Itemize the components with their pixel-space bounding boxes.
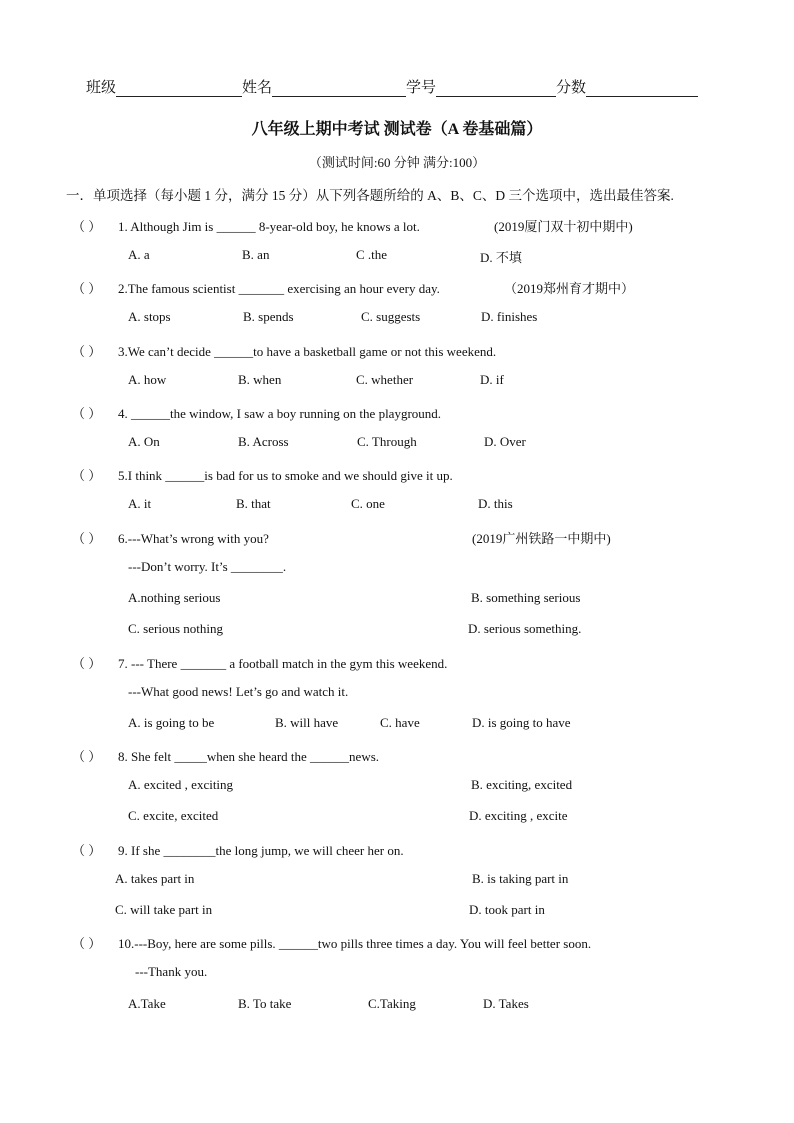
answer-paren[interactable]: （ ） xyxy=(72,749,102,764)
option-a[interactable]: A. stops xyxy=(128,309,171,324)
question-5 xyxy=(72,465,453,484)
option-b[interactable]: B. will have xyxy=(275,715,339,730)
answer-paren[interactable]: （ ） xyxy=(72,406,102,421)
name-blank[interactable] xyxy=(272,78,406,97)
answer-paren[interactable]: （ ） xyxy=(72,531,102,546)
option-a[interactable]: A. excited , exciting xyxy=(128,777,234,792)
question-stem: 3.We can’t decide ______to have a basketball game or not this weekend. xyxy=(118,344,497,359)
question-source: (2019广州铁路一中期中) xyxy=(472,531,611,546)
option-a[interactable]: A. On xyxy=(128,434,160,449)
id-blank[interactable] xyxy=(436,78,556,97)
option-a[interactable]: A. it xyxy=(128,496,152,511)
answer-paren[interactable]: （ ） xyxy=(72,843,102,858)
score-blank[interactable] xyxy=(586,78,698,97)
option-b[interactable]: B. spends xyxy=(243,309,294,324)
option-c[interactable]: C. will take part in xyxy=(115,902,213,917)
question-stem: 2.The famous scientist _______ exercising an hour every day. xyxy=(118,281,440,296)
option-c[interactable]: C.Taking xyxy=(368,996,416,1011)
question-stem: 4. ______the window, I saw a boy running on the playground. xyxy=(118,406,442,421)
option-d[interactable]: D. Takes xyxy=(483,996,529,1011)
section-heading: 一．单项选择（每小题 1 分，满分 15 分）从下列各题所给的 A、B、C、D 三个选项中，选出最佳答案. xyxy=(66,188,674,203)
page-subtitle: （测试时间:60 分钟 满分:100） xyxy=(308,155,486,170)
option-c[interactable]: C .the xyxy=(356,247,388,262)
option-d[interactable]: D. if xyxy=(480,372,504,387)
answer-paren[interactable]: （ ） xyxy=(72,936,102,951)
question-7 xyxy=(72,653,447,672)
question-line-2: ---What good news! Let’s go and watch it. xyxy=(128,684,349,699)
option-b[interactable]: B. is taking part in xyxy=(472,871,569,886)
question-2 xyxy=(72,278,440,297)
option-a[interactable]: A.nothing serious xyxy=(128,590,221,605)
option-d[interactable]: D. 不填 xyxy=(480,250,522,265)
option-b[interactable]: B. an xyxy=(242,247,270,262)
question-line-2: ---Thank you. xyxy=(135,964,208,979)
score-label: 分数 xyxy=(556,80,587,96)
option-b[interactable]: B. when xyxy=(238,372,282,387)
option-d[interactable]: D. Over xyxy=(484,434,526,449)
question-8 xyxy=(72,746,379,765)
option-d[interactable]: D. took part in xyxy=(469,902,545,917)
question-6 xyxy=(72,528,269,547)
option-b[interactable]: B. something serious xyxy=(471,590,581,605)
option-d[interactable]: D. this xyxy=(478,496,513,511)
question-1 xyxy=(72,216,420,235)
option-c[interactable]: C. whether xyxy=(356,372,414,387)
option-a[interactable]: A. takes part in xyxy=(115,871,195,886)
option-c[interactable]: C. serious nothing xyxy=(128,621,223,636)
question-stem: 1. Although Jim is ______ 8-year-old boy, he knows a lot. xyxy=(118,219,420,234)
option-d[interactable]: D. serious something. xyxy=(468,621,582,636)
option-c[interactable]: C. have xyxy=(380,715,420,730)
question-stem: 10.---Boy, here are some pills. ______two pills three times a day. You will feel better soon. xyxy=(118,936,592,951)
question-9 xyxy=(72,840,404,859)
answer-paren[interactable]: （ ） xyxy=(72,281,102,296)
question-source: （2019郑州育才期中） xyxy=(504,281,635,296)
name-label: 姓名 xyxy=(242,80,273,96)
question-stem: 8. She felt _____when she heard the ______news. xyxy=(118,749,380,764)
option-d[interactable]: D. exciting , excite xyxy=(469,808,568,823)
id-label: 学号 xyxy=(406,80,437,96)
option-a[interactable]: A.Take xyxy=(128,996,166,1011)
page-title: 八年级上期中考试 测试卷（A 卷基础篇） xyxy=(251,121,543,138)
option-b[interactable]: B. Across xyxy=(238,434,289,449)
answer-paren[interactable]: （ ） xyxy=(72,219,102,234)
answer-paren[interactable]: （ ） xyxy=(72,656,102,671)
option-d[interactable]: D. is going to have xyxy=(472,715,571,730)
question-source: (2019厦门双十初中期中) xyxy=(494,219,633,234)
option-b[interactable]: B. To take xyxy=(238,996,292,1011)
option-a[interactable]: A. how xyxy=(128,372,167,387)
class-label: 班级 xyxy=(86,80,117,96)
option-a[interactable]: A. is going to be xyxy=(128,715,215,730)
question-stem: 5.I think ______is bad for us to smoke and we should give it up. xyxy=(118,468,453,483)
option-c[interactable]: C. one xyxy=(351,496,385,511)
question-10 xyxy=(72,933,591,952)
question-line-2: ---Don’t worry. It’s ________. xyxy=(128,559,287,574)
question-4 xyxy=(72,403,441,422)
question-3 xyxy=(72,341,496,360)
class-blank[interactable] xyxy=(116,78,242,97)
option-c[interactable]: C. excite, excited xyxy=(128,808,219,823)
answer-paren[interactable]: （ ） xyxy=(72,344,102,359)
option-b[interactable]: B. that xyxy=(236,496,271,511)
option-b[interactable]: B. exciting, excited xyxy=(471,777,573,792)
student-info-header xyxy=(86,76,698,97)
option-c[interactable]: C. Through xyxy=(357,434,417,449)
question-stem: 6.---What’s wrong with you? xyxy=(118,531,269,546)
option-c[interactable]: C. suggests xyxy=(361,309,421,324)
option-a[interactable]: A. a xyxy=(128,247,150,262)
question-stem: 9. If she ________the long jump, we will cheer her on. xyxy=(118,843,404,858)
answer-paren[interactable]: （ ） xyxy=(72,468,102,483)
question-stem: 7. --- There _______ a football match in the gym this weekend. xyxy=(118,656,448,671)
option-d[interactable]: D. finishes xyxy=(481,309,538,324)
